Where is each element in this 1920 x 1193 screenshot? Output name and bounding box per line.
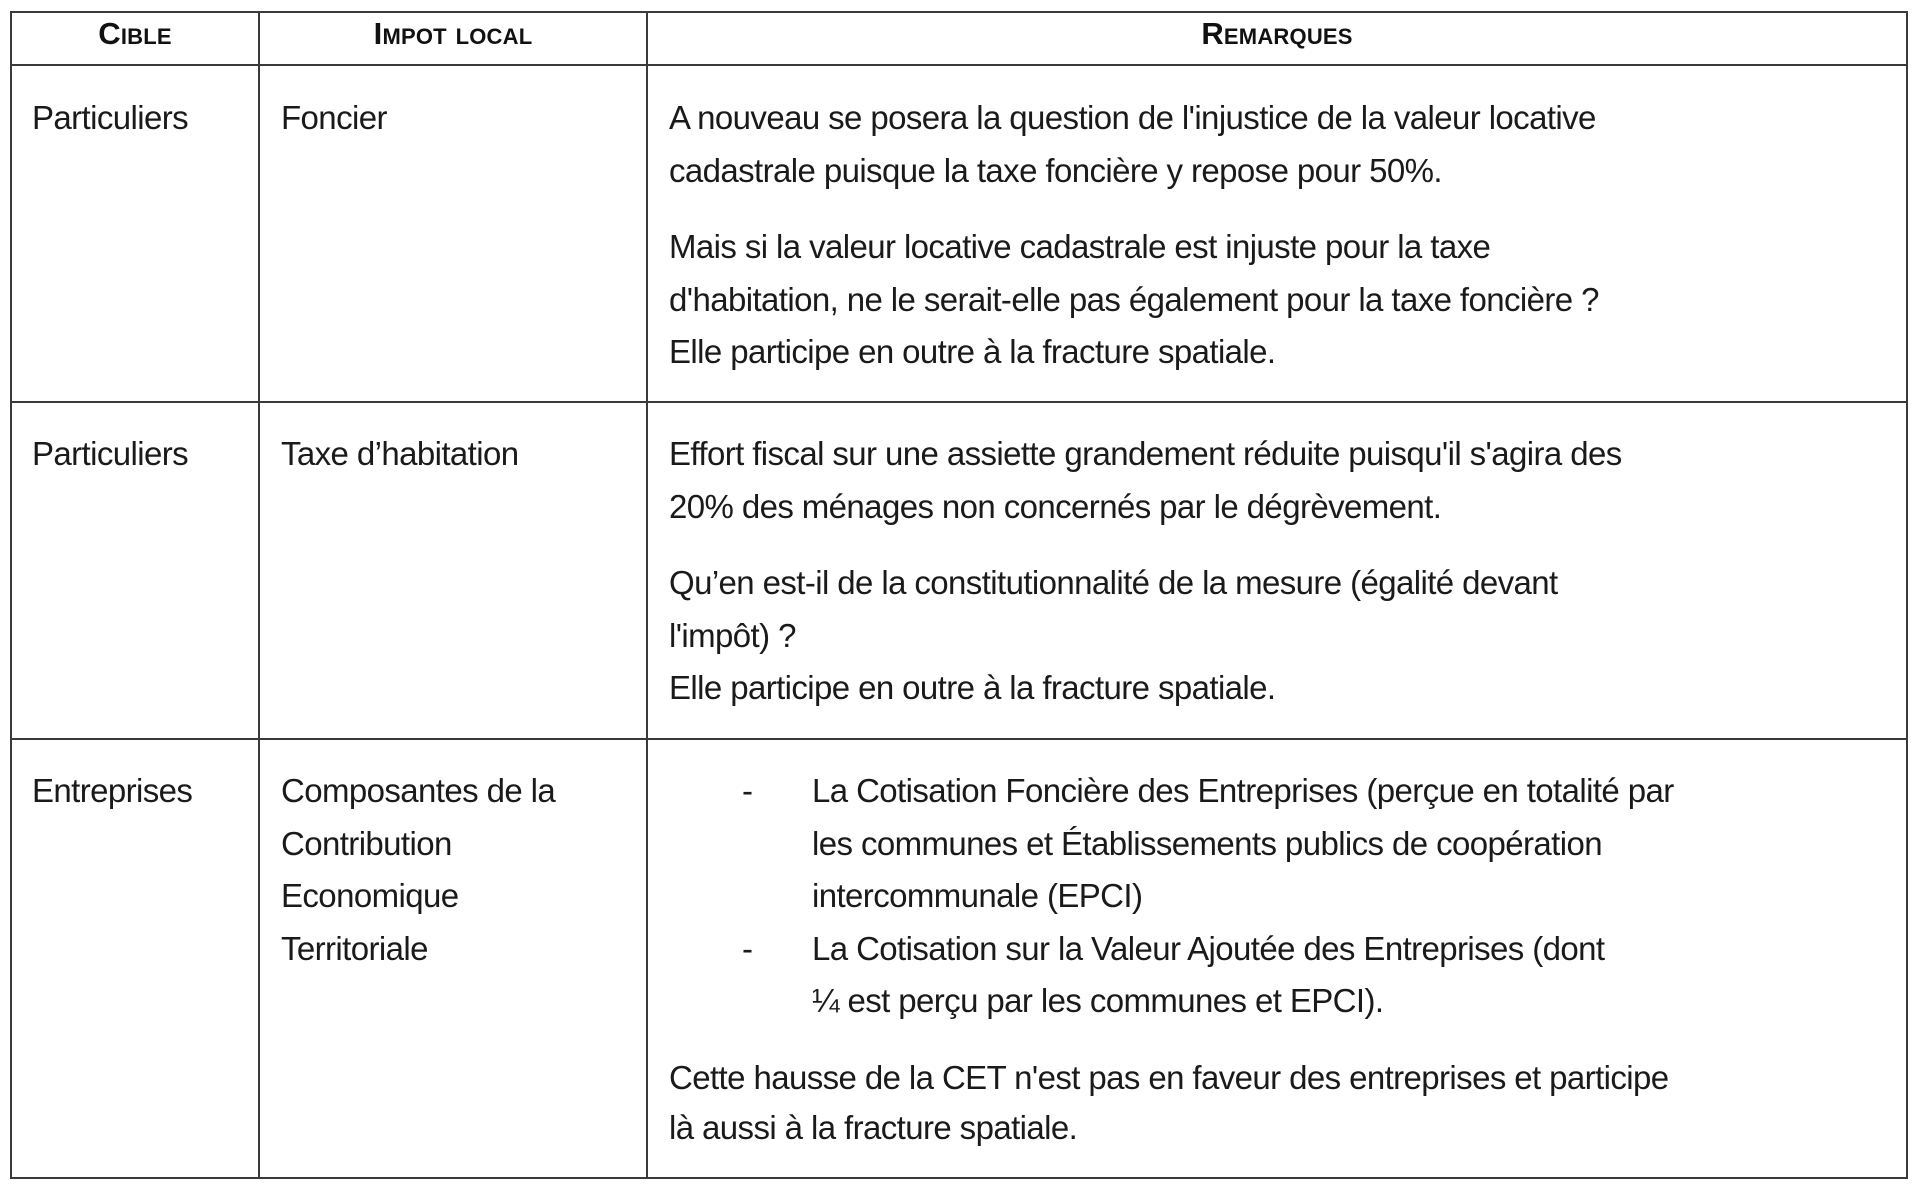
- remark-line: 20% des ménages non concernés par le dégrèvement.: [669, 488, 1442, 525]
- bullet-dash: -: [742, 930, 753, 967]
- bullet-line: les communes et Établissements publics de coopération: [812, 825, 1602, 862]
- bullet-line: intercommunale (EPCI): [812, 877, 1143, 914]
- column-divider-2: [646, 11, 648, 1179]
- remark-line: cadastrale puisque la taxe foncière y repose pour 50%.: [669, 152, 1442, 189]
- bullet-line: ¼ est perçu par les communes et EPCI).: [812, 982, 1384, 1019]
- table-border-left: [10, 11, 12, 1179]
- remark-line: Qu’en est-il de la constitutionnalité de la mesure (égalité devant: [669, 564, 1558, 601]
- cell-impot: Composantes de la: [281, 772, 556, 809]
- table-border-right: [1906, 11, 1908, 1179]
- remark-line: d'habitation, ne le serait-elle pas également pour la taxe foncière ?: [669, 281, 1599, 318]
- cell-cible: Entreprises: [32, 772, 193, 809]
- cell-impot: Contribution: [281, 825, 452, 862]
- cell-impot: Foncier: [281, 99, 387, 136]
- bullet-line: La Cotisation sur la Valeur Ajoutée des Entreprises (dont: [812, 930, 1605, 967]
- header-cible: Cible: [98, 16, 172, 51]
- header-bottom-border: [10, 64, 1908, 66]
- table-border-bottom: [10, 1177, 1908, 1179]
- remark-line: Mais si la valeur locative cadastrale est injuste pour la taxe: [669, 228, 1491, 265]
- bullet-line: La Cotisation Foncière des Entreprises (perçue en totalité par: [812, 772, 1674, 809]
- cell-impot: Taxe d’habitation: [281, 435, 519, 472]
- remark-line: Effort fiscal sur une assiette grandement réduite puisqu'il s'agira des: [669, 435, 1622, 472]
- bullet-dash: -: [742, 772, 753, 809]
- row-1-bottom-border: [10, 401, 1908, 403]
- cell-impot: Territoriale: [281, 930, 428, 967]
- column-divider-1: [258, 11, 260, 1179]
- header-impot-local: Impot local: [373, 16, 533, 51]
- row-2-bottom-border: [10, 738, 1908, 740]
- table-border-top: [10, 11, 1908, 13]
- cell-cible: Particuliers: [32, 99, 189, 136]
- remark-line: l'impôt) ?: [669, 617, 796, 654]
- cell-cible: Particuliers: [32, 435, 189, 472]
- cell-impot: Economique: [281, 877, 459, 914]
- remark-line: Cette hausse de la CET n'est pas en faveur des entreprises et participe: [669, 1059, 1669, 1096]
- remark-line: A nouveau se posera la question de l'injustice de la valeur locative: [669, 99, 1596, 136]
- remark-line: Elle participe en outre à la fracture spatiale.: [669, 669, 1276, 706]
- header-remarques: Remarques: [1201, 16, 1353, 51]
- remark-line: Elle participe en outre à la fracture spatiale.: [669, 333, 1276, 370]
- remark-line: là aussi à la fracture spatiale.: [669, 1109, 1078, 1146]
